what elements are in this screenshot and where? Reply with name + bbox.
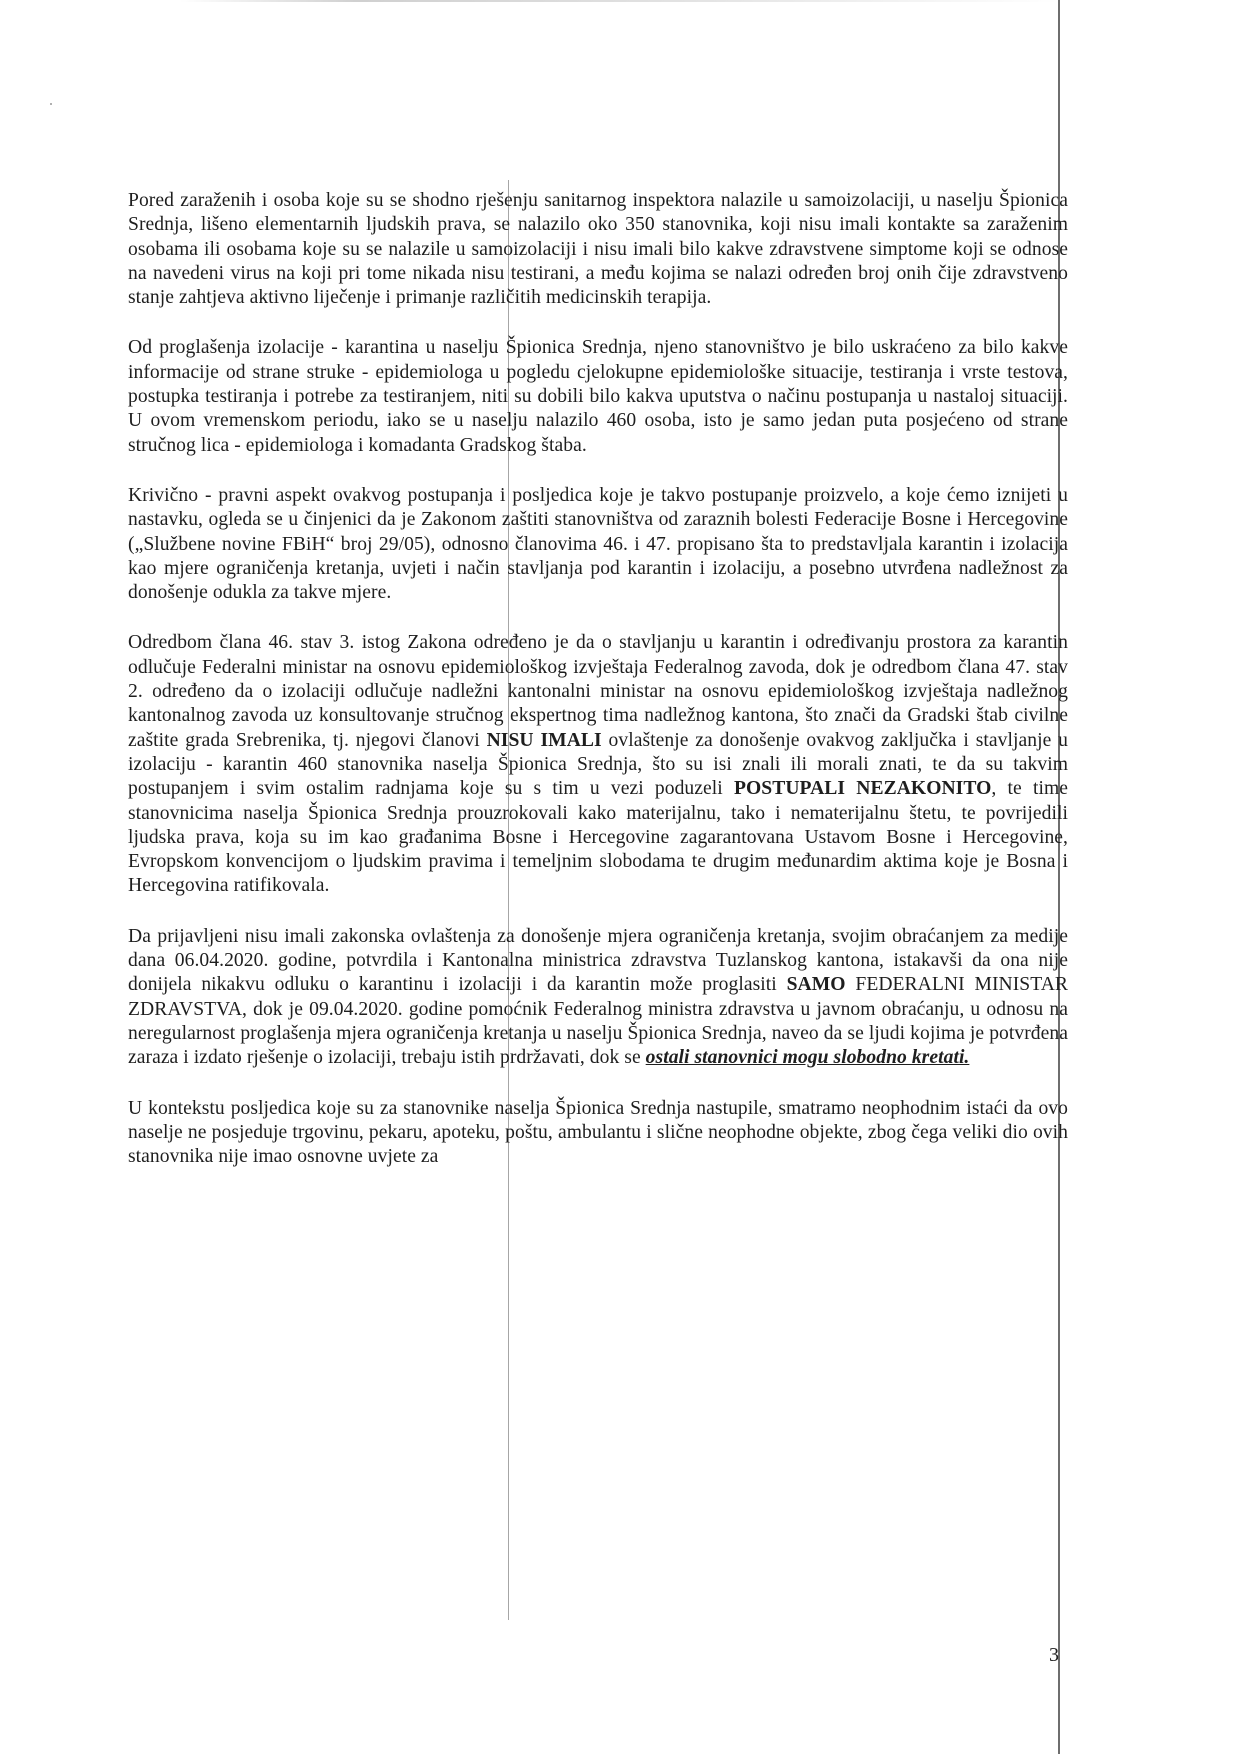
paragraph-text: FEDERALNI MINISTAR ZDRAVSTVA, dok je 09.04.2020. godine pomoćnik Federalnog ministra zdravstva u javnom obraćanju, u odnosu na neregularnost proglašenja mjera ograničenja kretanja u naselju Špionica Srednja, naveo da se ljudi kojima je potvrđena zaraza i izdato rješenje o izolaciji, trebaju istih prdržavati, dok se	[128, 974, 1069, 1069]
bold-phrase: SAMO	[786, 974, 846, 996]
scan-artifact-top	[180, 0, 1060, 2]
paragraph-6	[128, 1097, 1068, 1170]
paragraph-2	[128, 336, 1068, 457]
scan-speck	[50, 103, 52, 105]
paragraph-3	[128, 484, 1068, 605]
paragraph-text: , te time stanovnicima naselja Špionica Srednja prouzrokovali kako materijalnu, tako i nematerijalnu štetu, te povrijedili ljudska prava, koja su im kao građanima Bosne i Hercegovine zagarantovana Ustavom Bosne i Hercegovine, Evropskom konvencijom o ljudskim pravima i temeljnim slobodama te drugim međunardim aktima koje je Bosna i Hercegovina ratifikovala.	[128, 778, 1068, 897]
paragraph-4	[128, 631, 1068, 898]
page-number: 3	[1049, 1644, 1059, 1666]
paragraph-text: Pored zaraženih i osoba koje su se shodno rješenju sanitarnog inspektora nalazile u samoizolaciji, u naselju Špionica Srednja, lišeno elementarnih ljudskih prava, se nalazilo oko 350 stanovnika, koji nisu imali kontakte sa zaraženim osobama ili osobama koje su se nalazile u samoizolaciji i nisu imali bilo kakve zdravstvene simptome koji se odnose na navedeni virus na koji pri tome nikada nisu testirani, a među kojima se nalazi određen broj onih čije zdravstveno stanje zahtjeva aktivno liječenje i primanje različitih medicinskih terapija.	[128, 190, 1068, 309]
paragraph-text: Da prijavljeni nisu imali zakonska ovlaštenja za donošenje mjera ograničenja kretanja, svojim obraćanjem za medije dana 06.04.2020. godine, potvrdila i Kantonalna ministrica zdravstva Tuzlanskog kantona, istakavši da ona nije donijela nikakvu odluku o karantinu i izolaciji i da karantin može proglasiti	[128, 925, 1068, 996]
paragraph-text: U kontekstu posljedica koje su za stanovnike naselja Špionica Srednja nastupile, smatramo neophodnim istaći da ovo naselje ne posjeduje trgovinu, pekaru, apoteku, poštu, ambulantu i slične neophodne objekte, zbog čega veliki dio ovih stanovnika nije imao osnovne uvjete za	[128, 1097, 1068, 1168]
bold-phrase: NISU IMALI	[486, 729, 602, 751]
paragraph-text: ovlaštenje za donošenje ovakvog zaključka i stavljanje u izolaciju - karantin 460 stanovnika naselja Špionica Srednja, što su isi znali ili morali znati, te da su takvim postupanjem i svim ostalim radnjama koje su s tim u vezi poduzeli	[128, 729, 1069, 800]
document-body	[128, 189, 1068, 1169]
emphasized-phrase: ostali stanovnici mogu slobodno kretati.	[645, 1047, 970, 1069]
paragraph-1	[128, 189, 1068, 310]
bold-phrase: POSTUPALI NEZAKONITO	[733, 778, 992, 800]
paragraph-5	[128, 925, 1068, 1071]
paragraph-text: Od proglašenja izolacije - karantina u naselju Špionica Srednja, njeno stanovništvo je bilo uskraćeno za bilo kakve informacije od strane struke - epidemiologa u pogledu cjelokupne epidemiološke situacije, testiranja i vrste testova, postupka testiranja i potrebe za testiranjem, niti su dobili bilo kakva uputstva o načinu postupanja u nastaloj situaciji. U ovom vremenskom periodu, iako se u naselju nalazilo 460 osoba, isto je samo jedan puta posjećeno od strane stručnog lica - epidemiologa i komadanta Gradskog štaba.	[128, 337, 1068, 456]
paragraph-text: Krivično - pravni aspekt ovakvog postupanja i posljedica koje je takvo postupanje proizvelo, a koje ćemo iznijeti u nastavku, ogleda se u činjenici da je Zakonom zaštiti stanovništva od zaraznih bolesti Federacije Bosne i Hercegovine („Službene novine FBiH“ broj 29/05), odnosno članovima 46. i 47. propisano šta to predstavljala karantin i izolacija kao mjere ograničenja kretanja, uvjeti i način stavljanja pod karantin i izolaciju, a posebno utvrđena nadležnost za donošenje odukla za takve mjere.	[128, 484, 1068, 604]
paragraph-text: Odredbom člana 46. stav 3. istog Zakona određeno je da o stavljanju u karantin i određivanju prostora za karantin odlučuje Federalni ministar na osnovu epidemiološkog izvještaja Federalnog zavoda, dok je odredbom člana 47. stav 2. određeno da o izolaciji odlučuje nadležni kantonalni ministar na osnovu epidemiološkog izvještaja nadležnog kantonalnog zavoda uz konsultovanje stručnog ekspertnog tima nadležnog kantona, što znači da Gradski štab civilne zaštite grada Srebrenika, tj. njegovi članovi	[128, 632, 1068, 751]
